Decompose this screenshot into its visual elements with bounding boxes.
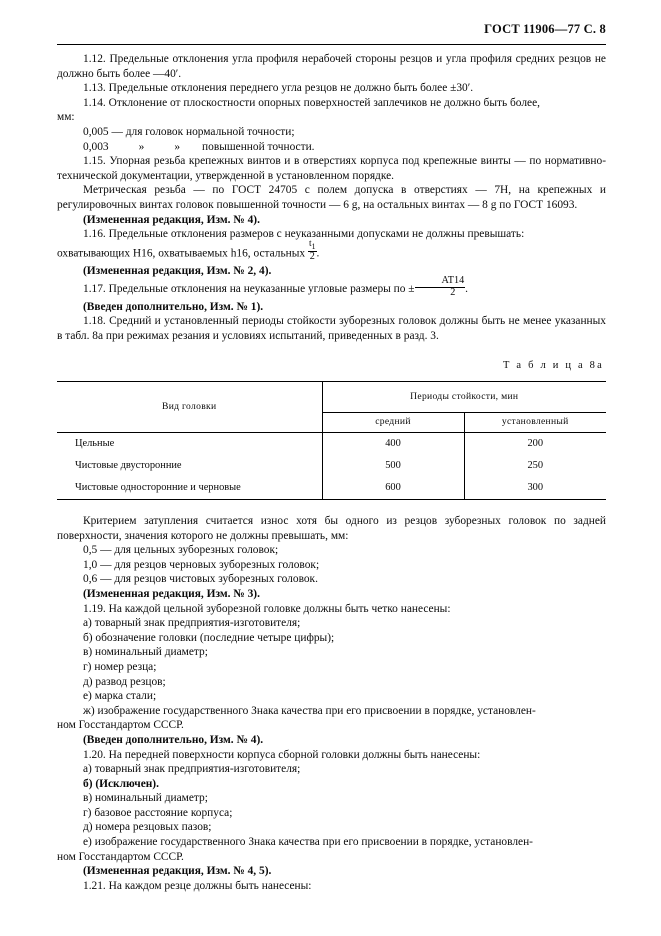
list-item-1-20-e: е) изображение государственного Знака качества при его присвоении в порядке, установлен- [83, 836, 533, 849]
fraction-t1-over-2 [308, 240, 317, 262]
clause-1-15: 1.15. Упорная резьба крепежных винтов и в отверстиях корпуса под крепежные винты — по нормативно-технической документации, утвержденной в установленном порядке. [57, 155, 606, 182]
clause-1-13: 1.13. Предельные отклонения переднего угла резцов не должно быть более ±30′. [83, 82, 474, 95]
fraction-numerator: AT14 [415, 276, 466, 287]
amendment-note-izm-4: (Измененная редакция, Изм. № 4). [83, 213, 260, 226]
table-cell-sredniy: 400 [322, 433, 464, 456]
fraction-numerator-t: t [308, 238, 312, 249]
table-header-ustanovlenny: установленный [464, 413, 606, 433]
list-item-1-20-b-excluded: б) (Исключен). [83, 777, 159, 790]
clause-1-17-text: 1.17. Предельные отклонения на неуказанные угловые размеры по ± [83, 283, 415, 296]
clause-1-17-period: . [465, 283, 469, 296]
metric-thread-paragraph: Метрическая резьба — по ГОСТ 24705 с полем допуска в отверстиях — 7Н, на крепежных и регулировочных винтах головок повышенной точности — 6 g, на остальных винтах — 8 g по ГОСТ 16093. [57, 184, 606, 211]
table-head [57, 382, 606, 433]
table-cell-sredniy: 500 [322, 455, 464, 477]
list-item-1-19-v: в) номинальный диаметр; [83, 646, 208, 659]
table-header-row-1 [57, 382, 606, 413]
list-item-1-19-a: а) товарный знак предприятия-изготовителя; [83, 617, 301, 630]
document-body [57, 52, 606, 893]
table-row [57, 455, 606, 477]
fraction-at14-over-2 [415, 275, 469, 298]
list-item-1-19-zh-continuation: ном Госстандартом СССР. [57, 719, 184, 732]
table-cell-ustanovlenny: 200 [464, 433, 606, 456]
list-item-1-20-d: д) номера резцовых пазов; [83, 821, 212, 834]
clause-1-21: 1.21. На каждом резце должны быть нанесены: [83, 879, 312, 892]
fraction-numerator-sub: 1 [311, 241, 316, 251]
amendment-note-izm-2-4: (Измененная редакция, Изм. № 2, 4). [83, 264, 272, 277]
clause-1-12: 1.12. Предельные отклонения угла профиля нерабочей стороны резцов и угла профиля средних резцов не должно быть более —40′. [57, 53, 606, 80]
clause-1-20: 1.20. На передней поверхности корпуса сборной головки должны быть нанесены: [83, 748, 481, 761]
wear-limit-10: 1,0 — для резцов черновых зуборезных головок; [83, 558, 320, 571]
ditto-mark-2: » [174, 140, 181, 153]
clause-1-16: 1.16. Предельные отклонения размеров с неуказанными допусками не должны превышать: [83, 228, 525, 241]
page-header [57, 22, 606, 44]
clause-1-16-period: . [316, 247, 320, 260]
clause-1-17 [57, 275, 606, 299]
durability-periods-table [57, 381, 606, 500]
fraction-denominator: 2 [450, 286, 456, 298]
page-header-title: ГОСТ 11906—77 С. 8 [484, 22, 606, 36]
clause-1-16-text: охватывающих Н16, охватываемых h16, остальных [57, 247, 306, 260]
table-header-sredniy: средний [322, 413, 464, 433]
wear-limit-05: 0,5 — для цельных зуборезных головок; [83, 544, 279, 557]
list-item-1-19-b: б) обозначение головки (последние четыре цифры); [83, 631, 335, 644]
clause-1-16-continuation [57, 238, 606, 264]
list-item-1-20-g: г) базовое расстояние корпуса; [83, 806, 233, 819]
tolerance-0003-text: повышенной точности. [202, 140, 315, 153]
table-header-vid-golovki: Вид головки [57, 382, 322, 433]
clause-1-18: 1.18. Средний и установленный периоды стойкости зуборезных головок должны быть не менее указанных в табл. 8а при режимах резания и условиях испытаний, приведенных в разд. 3. [57, 315, 606, 342]
table-caption: Т а б л и ц а 8а [502, 360, 604, 372]
clause-1-14: 1.14. Отклонение от плоскостности опорных поверхностей заплечиков не должно быть более, [83, 96, 540, 109]
table-body [57, 433, 606, 500]
blunting-criterion-paragraph: Критерием затупления считается износ хотя бы одного из резцов зуборезных головок по задней поверхности, значения которого не должны превышать, мм: [57, 515, 606, 542]
list-item-1-19-g: г) номер резца; [83, 660, 157, 673]
header-rule [57, 44, 606, 45]
fraction-numerator [308, 240, 317, 252]
table-cell-sredniy: 600 [322, 477, 464, 500]
list-item-1-20-v: в) номинальный диаметр; [83, 792, 208, 805]
table-header-periody-stoykosti: Периоды стойкости, мин [322, 382, 606, 413]
fraction-denominator: 2 [309, 250, 315, 262]
table-cell-name: Чистовые двусторонние [75, 459, 182, 471]
list-item-1-20-a: а) товарный знак предприятия-изготовителя; [83, 763, 301, 776]
amendment-note-izm-4-5: (Измененная редакция, Изм. № 4, 5). [83, 865, 272, 878]
tolerance-0003 [57, 140, 606, 155]
table-cell-name: Цельные [75, 437, 115, 449]
table-row [57, 433, 606, 456]
list-item-1-20-e-continuation: ном Госстандартом СССР. [57, 850, 184, 863]
tolerance-0005: 0,005 — для головок нормальной точности; [83, 125, 295, 138]
tolerance-0003-value: 0,003 [83, 140, 109, 153]
table-cell-ustanovlenny: 300 [464, 477, 606, 500]
list-item-1-19-e: е) марка стали; [83, 690, 157, 703]
amendment-note-vveden-4: (Введен дополнительно, Изм. № 4). [83, 733, 264, 746]
table-cell-ustanovlenny: 250 [464, 455, 606, 477]
table-row [57, 477, 606, 500]
clause-1-19: 1.19. На каждой цельной зуборезной головке должны быть четко нанесены: [83, 602, 451, 615]
ditto-mark-1: » [138, 140, 145, 153]
table-cell-name: Чистовые односторонние и черновые [57, 477, 322, 500]
units-mm-label: мм: [57, 111, 75, 124]
amendment-note-izm-3: (Измененная редакция, Изм. № 3). [83, 587, 260, 600]
amendment-note-vveden-1: (Введен дополнительно, Изм. № 1). [83, 300, 264, 313]
list-item-1-19-zh: ж) изображение государственного Знака качества при его присвоении в порядке, установлен- [83, 704, 536, 717]
list-item-1-19-d: д) развод резцов; [83, 675, 166, 688]
wear-limit-06: 0,6 — для резцов чистовых зуборезных головок. [83, 573, 318, 586]
